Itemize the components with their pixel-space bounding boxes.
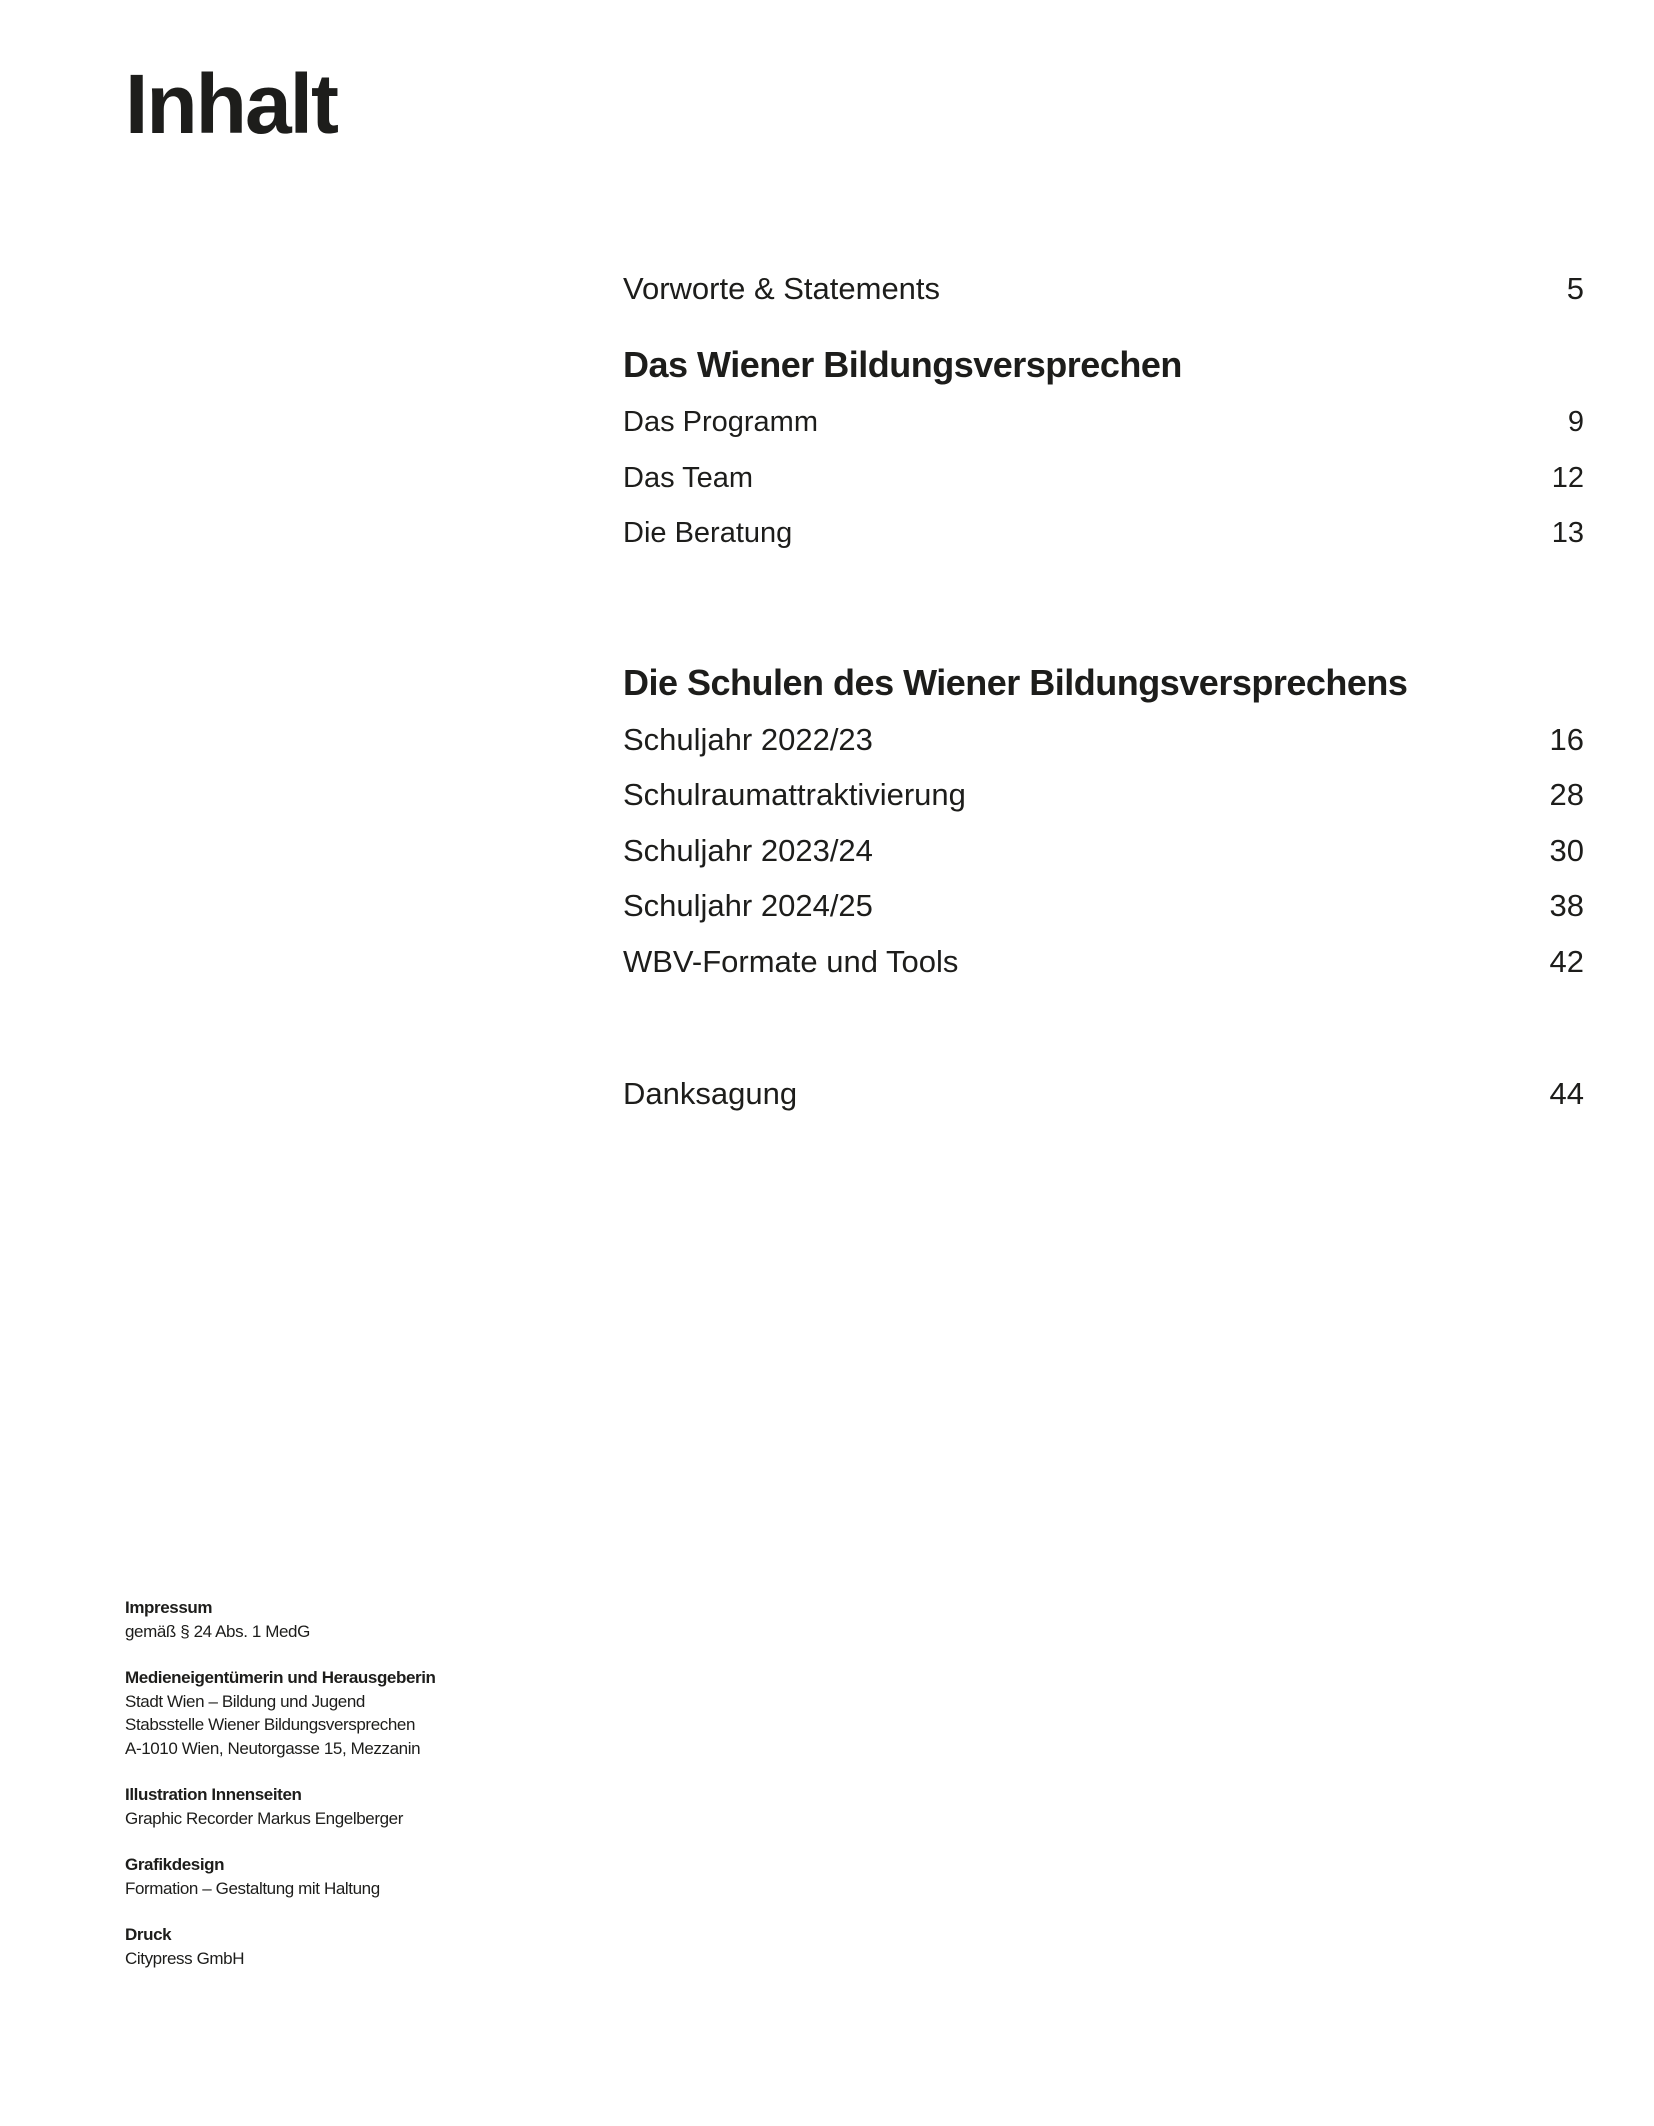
imprint-heading: Grafikdesign — [125, 1855, 225, 1874]
imprint-line: A-1010 Wien, Neutorgasse 15, Mezzanin — [125, 1738, 421, 1758]
toc-entry-page: 38 — [1549, 888, 1584, 923]
toc-entry-label: Schuljahr 2024/25 — [623, 888, 873, 923]
toc-entry-label: Die Beratung — [623, 517, 793, 549]
imprint-line: gemäß § 24 Abs. 1 MedG — [125, 1621, 310, 1641]
imprint-line: Formation – Gestaltung mit Haltung — [125, 1878, 380, 1898]
toc-entry-wbv-formate[interactable] — [623, 940, 1584, 984]
toc-entry-page: 9 — [1567, 406, 1584, 438]
imprint-herausgeberin — [125, 1666, 625, 1760]
imprint-heading: Medieneigentümerin und Herausgeberin — [125, 1668, 436, 1687]
page-title: Inhalt — [125, 57, 337, 151]
imprint-heading: Impressum — [125, 1598, 213, 1617]
imprint — [125, 1596, 625, 1993]
imprint-line: Citypress GmbH — [125, 1948, 245, 1968]
imprint-illustration — [125, 1783, 625, 1830]
imprint-line: Stabsstelle Wiener Bildungsversprechen — [125, 1715, 416, 1734]
toc-entry-page: 5 — [1566, 271, 1584, 306]
toc-entry-vorworte[interactable] — [623, 267, 1584, 311]
toc-entry-schulraumattraktivierung[interactable] — [623, 773, 1584, 817]
toc-entry-danksagung[interactable] — [623, 1072, 1584, 1116]
imprint-grafikdesign — [125, 1853, 625, 1900]
toc-entry-label: Das Programm — [623, 406, 818, 438]
toc-entry-schuljahr-2023-24[interactable] — [623, 829, 1584, 873]
toc-entry-page: 12 — [1551, 462, 1584, 494]
imprint-heading: Illustration Innenseiten — [125, 1785, 302, 1804]
toc-entry-label: Schuljahr 2023/24 — [623, 833, 873, 868]
toc-entry-label: Schuljahr 2022/23 — [623, 722, 873, 757]
imprint-druck — [125, 1923, 625, 1970]
toc-entry-team[interactable] — [623, 456, 1584, 500]
toc-entry-label: Danksagung — [623, 1076, 798, 1111]
imprint-heading: Druck — [125, 1925, 172, 1944]
toc-entry-page: 30 — [1549, 833, 1584, 868]
toc-entry-label: WBV-Formate und Tools — [623, 944, 959, 979]
imprint-line: Stadt Wien – Bildung und Jugend — [125, 1691, 365, 1711]
toc-entry-label: Das Team — [623, 462, 754, 494]
toc-entry-programm[interactable] — [623, 400, 1584, 444]
toc-entry-page: 13 — [1551, 517, 1584, 549]
toc-entry-page: 16 — [1549, 722, 1584, 757]
imprint-impressum — [125, 1596, 625, 1643]
imprint-line: Graphic Recorder Markus Engelberger — [125, 1808, 403, 1828]
toc-entry-page: 28 — [1549, 777, 1584, 812]
toc-entry-schuljahr-2024-25[interactable] — [623, 884, 1584, 928]
toc-entry-label: Schulraumattraktivierung — [623, 777, 966, 812]
toc-entry-label: Vorworte & Statements — [623, 271, 941, 306]
section-heading-bildungsversprechen: Das Wiener Bildungsversprechen — [623, 344, 1182, 385]
toc-entry-beratung[interactable] — [623, 511, 1584, 555]
toc-entry-page: 44 — [1549, 1076, 1584, 1111]
toc-entry-schuljahr-2022-23[interactable] — [623, 718, 1584, 762]
toc-entry-page: 42 — [1549, 944, 1584, 979]
section-heading-schulen: Die Schulen des Wiener Bildungsversprechens — [623, 662, 1408, 703]
